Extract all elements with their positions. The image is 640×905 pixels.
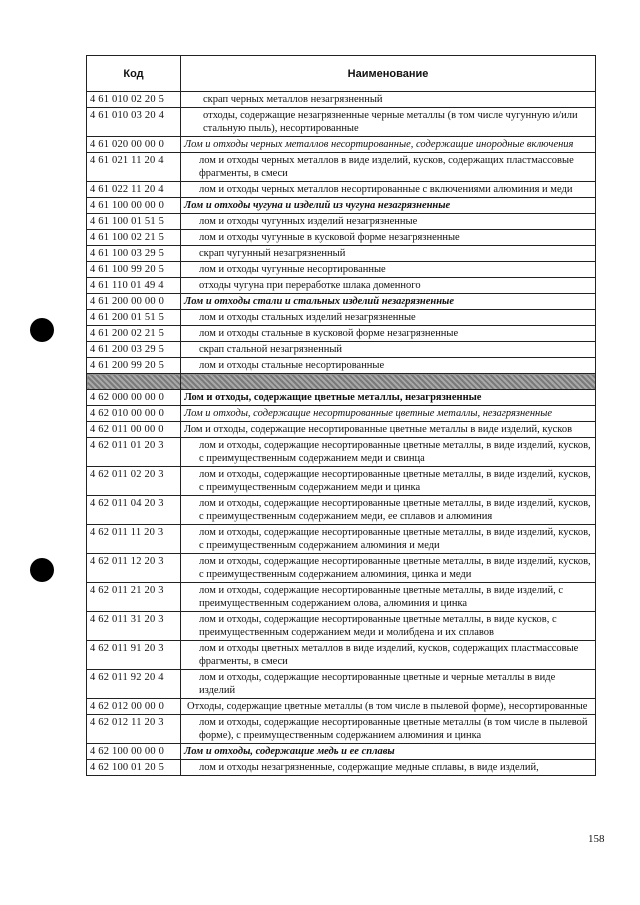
row-name: Лом и отходы, содержащие медь и ее сплавы (181, 744, 596, 760)
row-name: отходы, содержащие незагрязненные черные металлы (в том числе чугунную и/или стальную пыль), несортированные (181, 108, 596, 137)
table-row (87, 641, 596, 670)
row-name: лом и отходы черных металлов в виде изделий, кусков, содержащих пластмассовые фрагменты, в смеси (181, 153, 596, 182)
table-row (87, 438, 596, 467)
row-name: лом и отходы, содержащие несортированные цветные металлы, в виде кусков, с преимущественным содержанием меди и молибдена и их сплавов (181, 612, 596, 641)
row-name: лом и отходы, содержащие несортированные цветные металлы, в виде изделий, кусков, с преимущественным содержанием меди и цинка (181, 467, 596, 496)
table-row (87, 358, 596, 374)
table-row (87, 294, 596, 310)
table-row (87, 406, 596, 422)
row-code: 4 61 021 11 20 4 (87, 153, 181, 182)
table-row (87, 496, 596, 525)
row-name: Лом и отходы черных металлов несортированные, содержащие инородные включения (181, 137, 596, 153)
waste-classification-table (86, 55, 596, 776)
table-row (87, 554, 596, 583)
table-row (87, 153, 596, 182)
row-name: лом и отходы чугунные в кусковой форме незагрязненные (181, 230, 596, 246)
row-code: 4 62 011 31 20 3 (87, 612, 181, 641)
row-code: 4 62 010 00 00 0 (87, 406, 181, 422)
row-code: 4 62 011 12 20 3 (87, 554, 181, 583)
row-name: лом и отходы, содержащие несортированные цветные металлы, в виде изделий, кусков, с преимущественным содержанием алюминия, цинка и меди (181, 554, 596, 583)
row-name (181, 374, 596, 390)
row-code: 4 61 100 02 21 5 (87, 230, 181, 246)
header-code: Код (87, 56, 181, 92)
row-name: скрап черных металлов незагрязненный (181, 92, 596, 108)
binder-hole-mark (30, 318, 54, 342)
row-name: Лом и отходы, содержащие цветные металлы, незагрязненные (181, 390, 596, 406)
row-code: 4 61 200 03 29 5 (87, 342, 181, 358)
row-name: Лом и отходы, содержащие несортированные цветные металлы в виде изделий, кусков (181, 422, 596, 438)
row-code: 4 61 020 00 00 0 (87, 137, 181, 153)
row-code: 4 61 100 99 20 5 (87, 262, 181, 278)
table-row (87, 699, 596, 715)
row-name: Лом и отходы чугуна и изделий из чугуна незагрязненные (181, 198, 596, 214)
header-name: Наименование (181, 56, 596, 92)
row-code: 4 61 200 99 20 5 (87, 358, 181, 374)
table-row (87, 182, 596, 198)
row-name: лом и отходы цветных металлов в виде изделий, кусков, содержащих пластмассовые фрагменты, в смеси (181, 641, 596, 670)
row-code: 4 61 022 11 20 4 (87, 182, 181, 198)
table-row (87, 612, 596, 641)
row-code: 4 61 200 02 21 5 (87, 326, 181, 342)
row-name: лом и отходы стальных изделий незагрязненные (181, 310, 596, 326)
table-row (87, 760, 596, 776)
row-name: лом и отходы, содержащие несортированные цветные и черные металлы в виде изделий (181, 670, 596, 699)
row-code (87, 374, 181, 390)
row-code: 4 62 000 00 00 0 (87, 390, 181, 406)
row-name: лом и отходы, содержащие несортированные цветные металлы (в том числе в пылевой форме), с преимущественным содержанием алюминия и цинка (181, 715, 596, 744)
row-name: скрап стальной незагрязненный (181, 342, 596, 358)
row-code: 4 62 011 91 20 3 (87, 641, 181, 670)
row-code: 4 61 200 01 51 5 (87, 310, 181, 326)
table-row (87, 583, 596, 612)
row-code: 4 62 011 92 20 4 (87, 670, 181, 699)
section-separator-row (87, 374, 596, 390)
table-row (87, 525, 596, 554)
row-code: 4 62 011 04 20 3 (87, 496, 181, 525)
table-row (87, 92, 596, 108)
row-code: 4 62 100 01 20 5 (87, 760, 181, 776)
table-header-row (87, 56, 596, 92)
table-row (87, 744, 596, 760)
row-name: Отходы, содержащие цветные металлы (в том числе в пылевой форме), несортированные (181, 699, 596, 715)
row-name: лом и отходы, содержащие несортированные цветные металлы, в виде изделий, кусков, с преимущественным содержанием меди и свинца (181, 438, 596, 467)
table-row (87, 230, 596, 246)
row-name: лом и отходы стальные несортированные (181, 358, 596, 374)
row-code: 4 62 012 11 20 3 (87, 715, 181, 744)
table-row (87, 326, 596, 342)
row-code: 4 62 012 00 00 0 (87, 699, 181, 715)
table-row (87, 310, 596, 326)
row-code: 4 62 011 00 00 0 (87, 422, 181, 438)
table-body (87, 92, 596, 776)
row-code: 4 61 100 00 00 0 (87, 198, 181, 214)
table-row (87, 670, 596, 699)
binder-hole-mark (30, 558, 54, 582)
row-name: лом и отходы, содержащие несортированные цветные металлы, в виде изделий, с преимущественным содержанием олова, алюминия и цинка (181, 583, 596, 612)
table-row (87, 137, 596, 153)
table-row (87, 422, 596, 438)
row-code: 4 61 100 03 29 5 (87, 246, 181, 262)
row-code: 4 61 010 03 20 4 (87, 108, 181, 137)
row-code: 4 61 100 01 51 5 (87, 214, 181, 230)
table-row (87, 467, 596, 496)
table-row (87, 246, 596, 262)
table-row (87, 390, 596, 406)
table-row (87, 278, 596, 294)
row-name: Лом и отходы, содержащие несортированные цветные металлы, незагрязненные (181, 406, 596, 422)
row-name: лом и отходы черных металлов несортированные с включениями алюминия и меди (181, 182, 596, 198)
table-row (87, 198, 596, 214)
row-name: отходы чугуна при переработке шлака доменного (181, 278, 596, 294)
table-row (87, 262, 596, 278)
table-row (87, 342, 596, 358)
row-name: лом и отходы чугунные несортированные (181, 262, 596, 278)
page-number: 158 (588, 833, 605, 845)
table-row (87, 108, 596, 137)
row-name: скрап чугунный незагрязненный (181, 246, 596, 262)
row-name: лом и отходы незагрязненные, содержащие медные сплавы, в виде изделий, (181, 760, 596, 776)
table-row (87, 214, 596, 230)
row-name: лом и отходы, содержащие несортированные цветные металлы, в виде изделий, кусков, с преимущественным содержанием алюминия и меди (181, 525, 596, 554)
row-code: 4 62 011 11 20 3 (87, 525, 181, 554)
row-code: 4 62 100 00 00 0 (87, 744, 181, 760)
row-code: 4 62 011 02 20 3 (87, 467, 181, 496)
row-name: Лом и отходы стали и стальных изделий незагрязненные (181, 294, 596, 310)
row-name: лом и отходы чугунных изделий незагрязненные (181, 214, 596, 230)
table-row (87, 715, 596, 744)
row-name: лом и отходы стальные в кусковой форме незагрязненные (181, 326, 596, 342)
row-code: 4 61 200 00 00 0 (87, 294, 181, 310)
row-code: 4 61 110 01 49 4 (87, 278, 181, 294)
row-code: 4 62 011 21 20 3 (87, 583, 181, 612)
row-name: лом и отходы, содержащие несортированные цветные металлы, в виде изделий, кусков, с преимущественным содержанием меди, ее сплавов и алюминия (181, 496, 596, 525)
row-code: 4 61 010 02 20 5 (87, 92, 181, 108)
row-code: 4 62 011 01 20 3 (87, 438, 181, 467)
